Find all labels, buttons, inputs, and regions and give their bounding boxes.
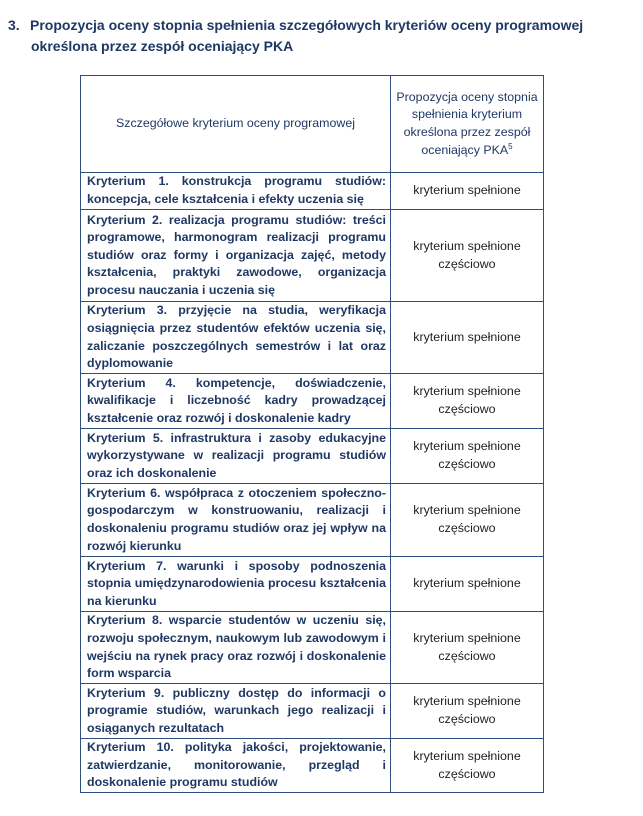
section-number: 3. (8, 17, 20, 33)
assessment-cell: kryterium spełnione częściowo (391, 484, 544, 557)
criterion-cell: Kryterium 9. publiczny dostęp do informacji o programie studiów, warunkach jego realizacji i osiąganych rezultatach (81, 684, 391, 739)
criterion-cell: Kryterium 7. warunki i sposoby podnoszenia stopnia umiędzynarodowienia procesu kształcenia na kierunku (81, 557, 391, 612)
header-assessment (391, 76, 544, 173)
table-row (81, 302, 544, 374)
table-row (81, 173, 544, 210)
assessment-cell: kryterium spełnione (391, 557, 544, 612)
criterion-cell: Kryterium 4. kompetencje, doświadczenie, kwalifikacje i liczebność kadry prowadzącej kształcenie oraz rozwój i doskonalenie kadry (81, 374, 391, 429)
table-row (81, 210, 544, 302)
assessment-cell: kryterium spełnione częściowo (391, 374, 544, 429)
criterion-cell: Kryterium 8. wsparcie studentów w uczeniu się, rozwoju społecznym, naukowym lub zawodowym i wejściu na rynek pracy oraz rozwój i doskonalenie form wsparcia (81, 612, 391, 684)
criterion-cell: Kryterium 5. infrastruktura i zasoby edukacyjne wykorzystywane w realizacji programu studiów oraz ich doskonalenie (81, 429, 391, 484)
criterion-cell: Kryterium 3. przyjęcie na studia, weryfikacja osiągnięcia przez studentów efektów uczenia się, zaliczanie poszczególnych semestrów i lat oraz dyplomowanie (81, 302, 391, 374)
table-row (81, 684, 544, 739)
header-criterion: Szczegółowe kryterium oceny programowej (81, 76, 391, 173)
assessment-cell: kryterium spełnione częściowo (391, 612, 544, 684)
assessment-cell: kryterium spełnione częściowo (391, 684, 544, 739)
assessment-cell: kryterium spełnione częściowo (391, 429, 544, 484)
table-row (81, 739, 544, 793)
footnote-marker: 5 (508, 141, 513, 151)
criteria-table (80, 75, 544, 793)
criterion-cell: Kryterium 2. realizacja programu studiów: treści programowe, harmonogram realizacji programu studiów oraz formy i organizacja zajęć, metody kształcenia, praktyki zawodowe, organizacja procesu nauczania i uczenia się (81, 210, 391, 302)
assessment-cell: kryterium spełnione częściowo (391, 210, 544, 302)
assessment-cell: kryterium spełnione (391, 173, 544, 210)
criterion-cell: Kryterium 1. konstrukcja programu studiów: koncepcja, cele kształcenia i efekty uczenia się (81, 173, 391, 210)
table-row (81, 557, 544, 612)
table-row (81, 612, 544, 684)
assessment-cell: kryterium spełnione (391, 302, 544, 374)
table-row (81, 484, 544, 557)
criterion-cell: Kryterium 6. współpraca z otoczeniem społeczno-gospodarczym w konstruowaniu, realizacji i doskonaleniu programu studiów oraz jej wpływ na rozwój kierunku (81, 484, 391, 557)
assessment-cell: kryterium spełnione częściowo (391, 739, 544, 793)
table-row (81, 374, 544, 429)
section-title-line2: określona przez zespół oceniający PKA (31, 38, 294, 54)
section-heading (8, 15, 633, 57)
criterion-cell: Kryterium 10. polityka jakości, projektowanie, zatwierdzanie, monitorowanie, przegląd i doskonalenie programu studiów (81, 739, 391, 793)
header-assessment-text: Propozycja oceny stopnia spełnienia kryterium określona przez zespół oceniający PKA (396, 89, 538, 157)
table-row (81, 429, 544, 484)
section-title-line1: Propozycja oceny stopnia spełnienia szczegółowych kryteriów oceny programowej (30, 17, 584, 33)
